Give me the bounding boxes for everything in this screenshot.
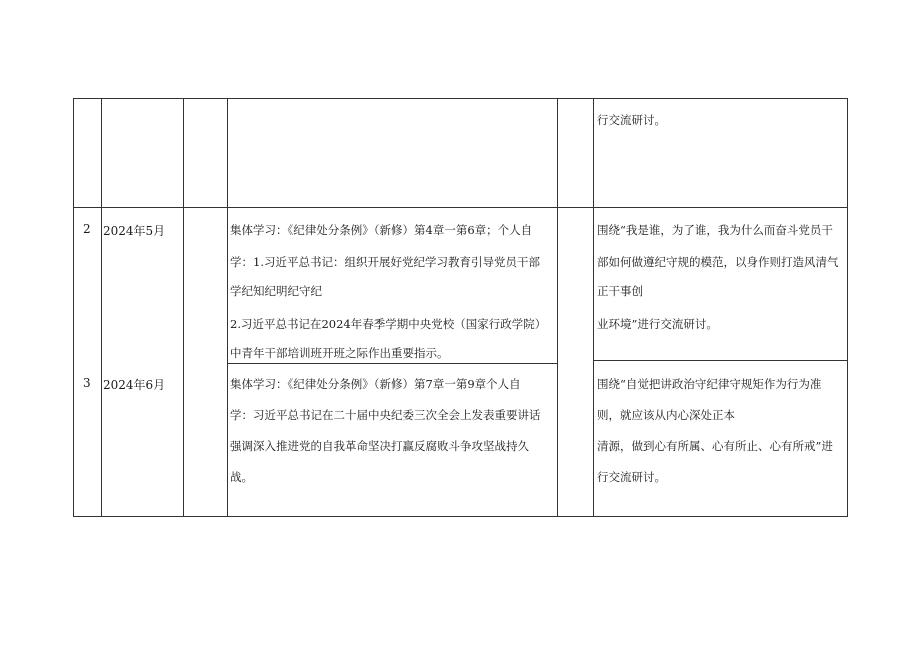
- row2-method-line-3: 正干事创: [597, 284, 643, 298]
- row2-content-line-1: 集体学习：《纪律处分条例》（新修）第4章一第6章；个人自: [230, 223, 533, 237]
- row2-method-line-1: 围绕“我是谁，为了谁，我为什么而奋斗党员干: [597, 223, 833, 237]
- row3-number: 3: [83, 376, 91, 390]
- row1-method-line-1: 行交流研讨。: [597, 113, 666, 127]
- table-right-border: [847, 98, 848, 517]
- row2-content-line-4: 2.习近平总书记在2024年春季学期中央党校（国家行政学院）: [230, 317, 547, 331]
- row3-method-line-1: 围绕“自觉把讲政治守纪律守规矩作为行为准: [597, 377, 822, 391]
- col-divider-3: [227, 98, 228, 517]
- row-divider-2b: [593, 360, 848, 361]
- row2-method-line-4: 业环境”进行交流研讨。: [597, 317, 718, 331]
- row3-method-line-2: 则，就应该从内心深处正本: [597, 408, 735, 422]
- col-divider-4: [557, 98, 558, 517]
- row3-content-line-2: 学：习近平总书记在二十届中央纪委三次全会上发表重要讲话: [230, 408, 541, 422]
- table-bottom-border: [73, 516, 848, 517]
- row2-date: 2024年5月: [103, 224, 166, 238]
- row3-content-line-1: 集体学习：《纪律处分条例》（新修）第7章一第9章个人自: [230, 377, 521, 391]
- row3-method-line-4: 行交流研讨。: [597, 470, 666, 484]
- col-divider-5: [593, 98, 594, 517]
- row2-content-line-3: 学纪知纪明纪守纪: [230, 284, 322, 298]
- col-divider-2: [183, 98, 184, 517]
- row2-number: 2: [83, 222, 91, 236]
- table-left-border: [73, 98, 74, 517]
- row2-content-line-2: 学：1.习近平总书记：组织开展好党纪学习教育引导党员干部: [230, 255, 540, 269]
- table-top-border: [73, 98, 848, 99]
- row2-content-line-5: 中青年干部培训班开班之际作出重要指示。: [230, 346, 449, 360]
- row3-content-line-3: 强调深入推进党的自我革命坚决打赢反腐败斗争攻坚战持久: [230, 439, 529, 453]
- row3-content-line-4: 战。: [230, 470, 253, 484]
- row2-method-line-2: 部如何做遵纪守规的模范，以身作则打造风清气: [597, 255, 839, 269]
- col-divider-1: [101, 98, 102, 517]
- row3-method-line-3: 清源，做到心有所属、心有所止、心有所戒”进: [597, 439, 833, 453]
- row3-date: 2024年6月: [103, 378, 166, 392]
- row-divider-1: [73, 207, 848, 208]
